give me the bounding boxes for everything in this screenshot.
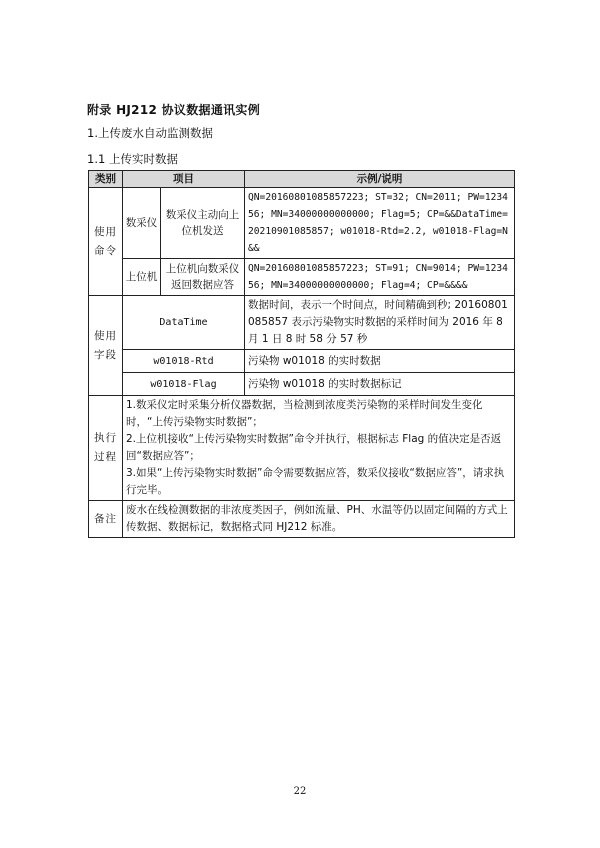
table-row xyxy=(89,188,515,259)
table-row xyxy=(89,350,515,373)
sub-category: 数采仪 xyxy=(123,188,161,259)
field-name: w01018-Rtd xyxy=(123,350,245,373)
item-cell: 上位机向数采仪返回数据应答 xyxy=(161,259,245,296)
field-description: 污染物 w01018 的实时数据标记 xyxy=(245,373,515,396)
category-fields: 使用字段 xyxy=(89,296,123,396)
field-name: DataTime xyxy=(123,296,245,350)
table-row xyxy=(89,501,515,538)
example-cell: QN=20160801085857223; ST=91; CN=9014; PW=123456; MN=34000000000000; Flag=4; CP=&&&& xyxy=(245,259,515,296)
header-example: 示例/说明 xyxy=(245,171,515,188)
field-description: 数据时间，表示一个时间点，时间精确到秒; 20160801085857 表示污染物实时数据的采样时间为 2016 年 8 月 1 日 8 时 58 分 57 秒 xyxy=(245,296,515,350)
field-name: w01018-Flag xyxy=(123,373,245,396)
category-process: 执行过程 xyxy=(89,396,123,501)
table-row xyxy=(89,373,515,396)
header-item: 项目 xyxy=(123,171,245,188)
item-cell: 数采仪主动向上位机发送 xyxy=(161,188,245,259)
category-remark: 备注 xyxy=(89,501,123,538)
table-row xyxy=(89,296,515,350)
category-command: 使用命令 xyxy=(89,188,123,296)
process-step: 2.上位机接收“上传污染物实时数据”命令并执行，根据标志 Flag 的值决定是否返回“数据应答”； xyxy=(126,433,502,462)
subsection-heading: 1.1 上传实时数据 xyxy=(87,152,178,166)
appendix-heading: 附录 HJ212 协议数据通讯实例 xyxy=(87,103,261,117)
example-cell: QN=20160801085857223; ST=32; CN=2011; PW=123456; MN=34000000000000; Flag=5; CP=&&DataTime=20210901085857; w01018-Rtd=2.2, w01018-Flag=N&& xyxy=(245,188,515,259)
sub-category: 上位机 xyxy=(123,259,161,296)
process-steps xyxy=(123,396,515,501)
section-heading: 1.上传废水自动监测数据 xyxy=(87,126,213,140)
header-category: 类别 xyxy=(89,171,123,188)
page-number: 22 xyxy=(293,786,307,797)
protocol-example-table xyxy=(88,170,515,538)
process-step: 3.如果“上传污染物实时数据”命令需要数据应答，数采仪接收“数据应答”，请求执行完毕。 xyxy=(126,467,505,496)
process-step: 1.数采仪定时采集分析仪器数据，当检测到浓度类污染物的采样时间发生变化时，“上传污染物实时数据”； xyxy=(126,399,483,428)
table-row xyxy=(89,259,515,296)
table-header-row xyxy=(89,171,515,188)
remark-text: 废水在线检测数据的非浓度类因子，例如流量、PH、水温等仍以固定间隔的方式上传数据、数据标记，数据格式同 HJ212 标准。 xyxy=(123,501,515,538)
field-description: 污染物 w01018 的实时数据 xyxy=(245,350,515,373)
table-row xyxy=(89,396,515,501)
